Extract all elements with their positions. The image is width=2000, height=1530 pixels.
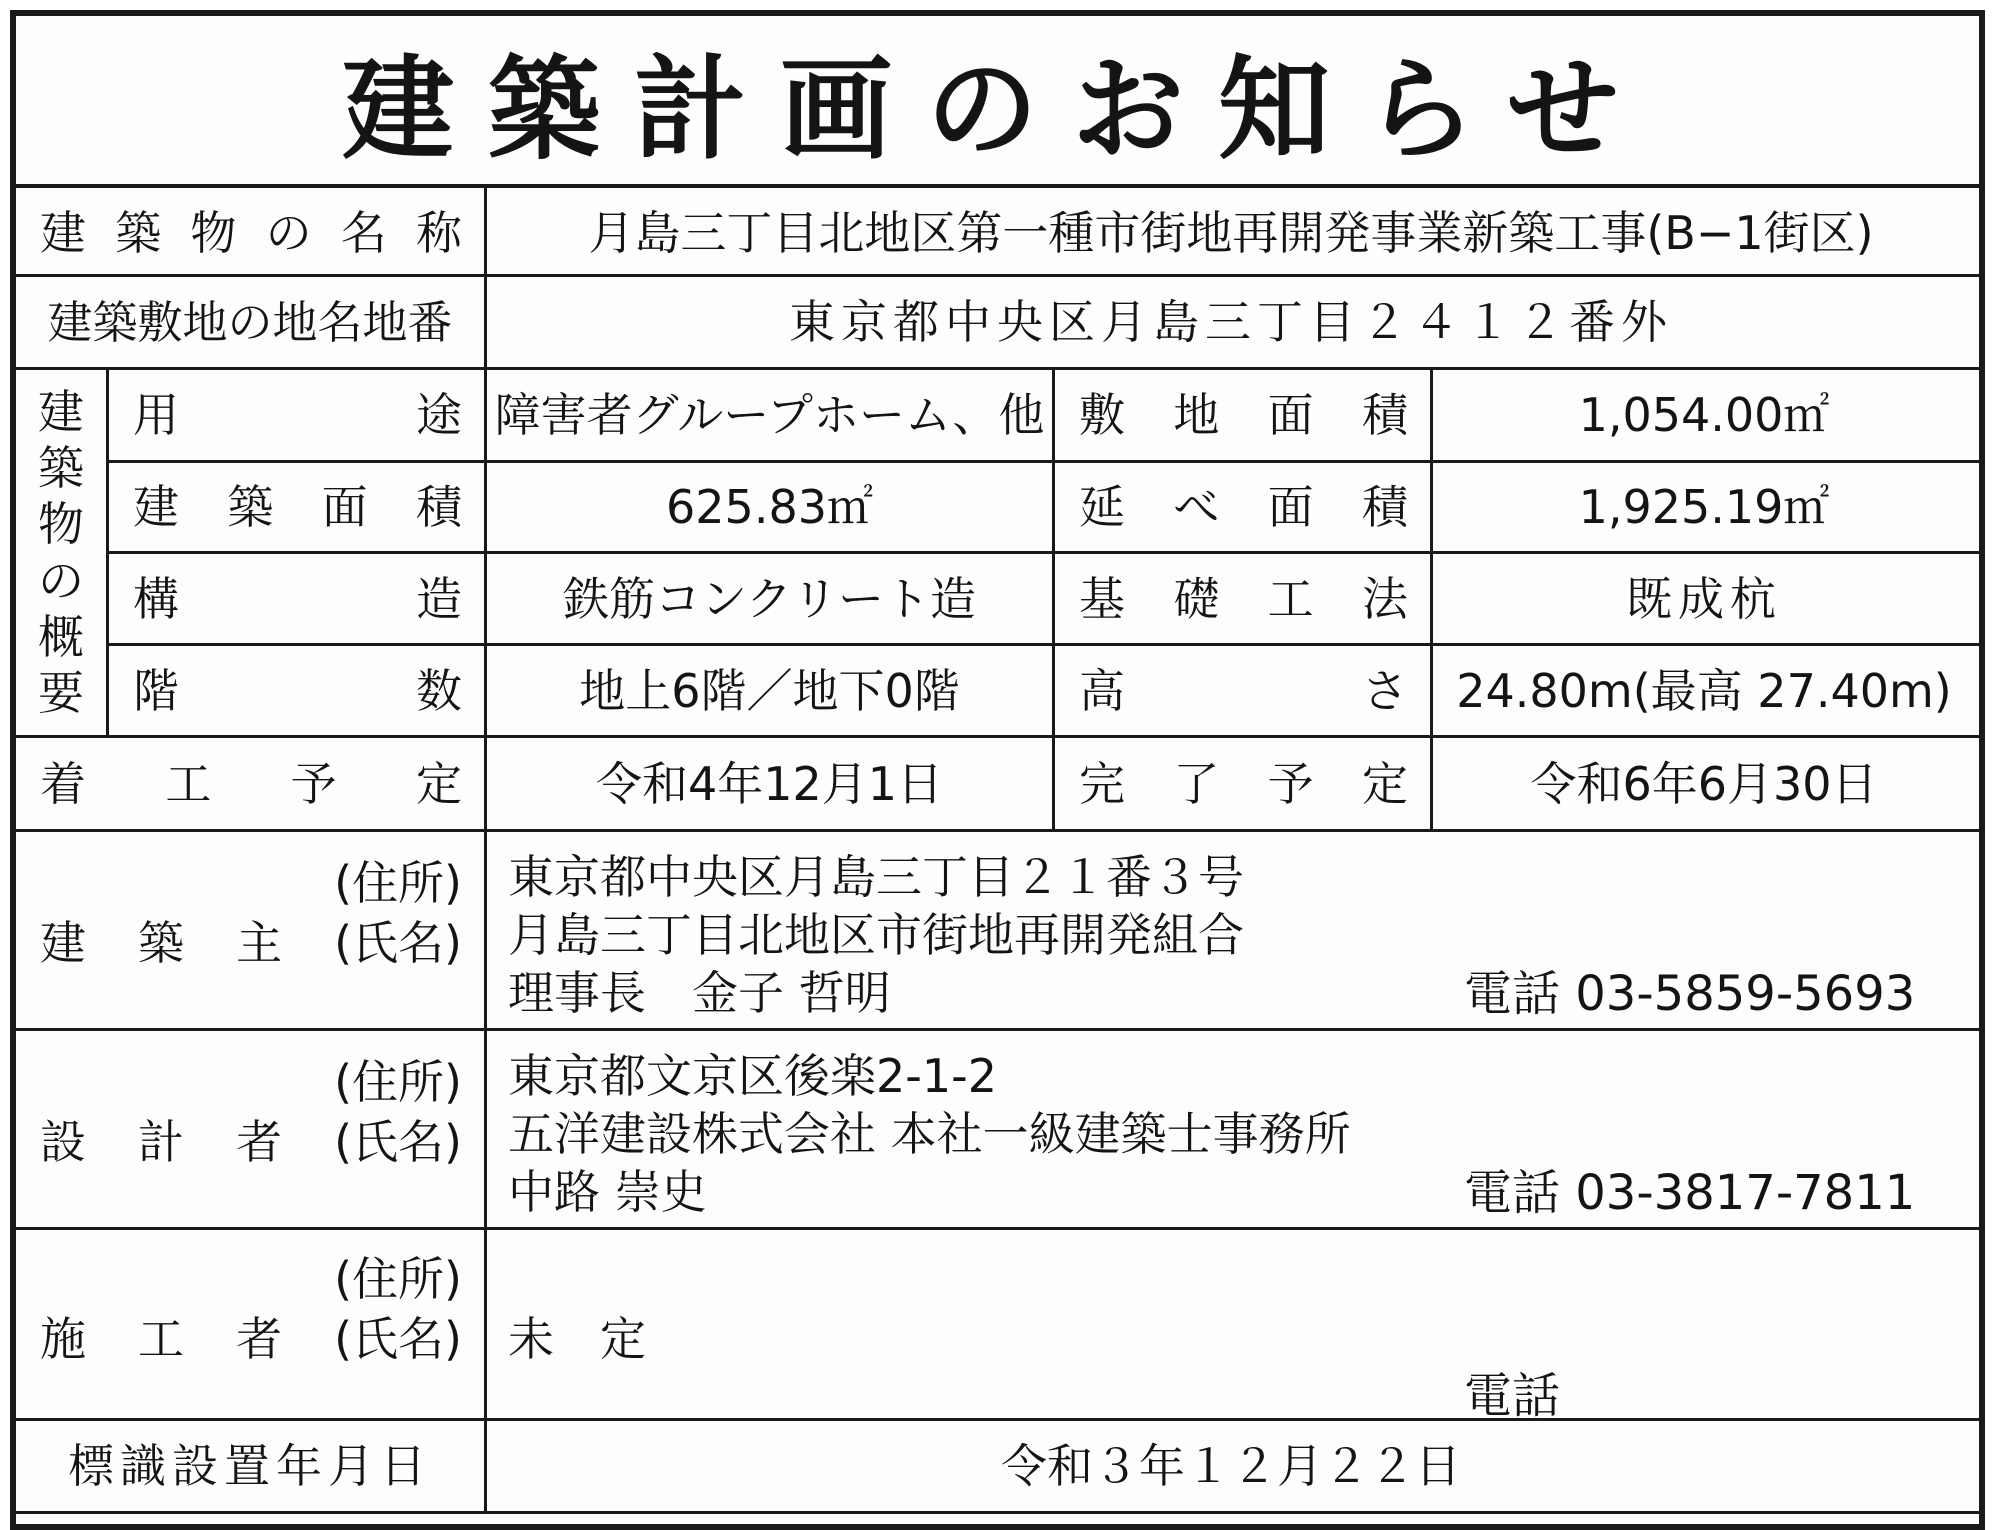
floors-value: 地上6階／地下0階 xyxy=(579,663,960,718)
page-title: 建築計画のお知らせ xyxy=(16,16,1979,188)
building-area-label: 建 築 面 積 xyxy=(133,480,462,534)
posted-date-label: 標識設置年月日 xyxy=(68,1439,432,1493)
designer-phone: 電話 03-3817-7811 xyxy=(1464,1165,1916,1221)
structure-label: 構 造 xyxy=(133,571,462,626)
site-address-label: 建築敷地の地名地番 xyxy=(47,295,453,349)
owner-representative: 理事長 金子 哲明 xyxy=(508,966,891,1020)
address-tag: (住所) xyxy=(334,1055,462,1109)
building-name-value: 月島三丁目北地区第一種市街地再開発事業新築工事(B−1街区) xyxy=(588,205,1874,260)
use-label: 用 途 xyxy=(133,388,462,442)
address-tag: (住所) xyxy=(334,856,462,910)
height-value: 24.80m(最高 27.40m) xyxy=(1456,663,1952,718)
total-floor-area-value: 1,925.19㎡ xyxy=(1578,480,1830,534)
foundation-value: 既成杭 xyxy=(1626,571,1782,626)
structure-value: 鉄筋コンクリート造 xyxy=(562,571,977,626)
overview-label: 建 築 物 の 概 要 xyxy=(38,385,84,720)
use-value: 障害者グループホーム、他 xyxy=(494,388,1045,442)
posted-date-value: 令和３年１２月２２日 xyxy=(1001,1439,1461,1493)
height-label: 高 さ xyxy=(1079,663,1408,718)
divider xyxy=(16,1511,1979,1514)
designer-address: 東京都文京区後楽2-1-2 xyxy=(508,1049,997,1103)
building-name-label: 建 築 物 の 名 称 xyxy=(40,205,462,260)
designer-name: 中路 崇史 xyxy=(508,1165,707,1219)
total-floor-area-label: 延 べ 面 積 xyxy=(1079,480,1408,534)
site-area-value: 1,054.00㎡ xyxy=(1578,388,1830,442)
contractor-label: (住所) 施 工 者 (氏名) xyxy=(40,1252,462,1366)
owner-address: 東京都中央区月島三丁目２１番３号 xyxy=(508,850,1244,904)
start-date-label: 着 工 予 定 xyxy=(40,756,462,811)
address-tag: (住所) xyxy=(334,1252,462,1306)
owner-organization: 月島三丁目北地区市街地再開発組合 xyxy=(508,908,1244,962)
floors-label: 階 数 xyxy=(133,663,462,718)
owner-label: (住所) 建 築 主 (氏名) xyxy=(40,856,462,970)
designer-label: (住所) 設 計 者 (氏名) xyxy=(40,1055,462,1169)
designer-firm: 五洋建設株式会社 本社一級建築士事務所 xyxy=(508,1107,1351,1161)
owner-phone: 電話 03-5859-5693 xyxy=(1464,966,1916,1022)
contractor-value: 未 定 xyxy=(508,1312,646,1366)
end-date-label: 完 了 予 定 xyxy=(1079,756,1408,811)
start-date-value: 令和4年12月1日 xyxy=(595,756,944,811)
end-date-value: 令和6年6月30日 xyxy=(1530,756,1878,811)
building-area-value: 625.83㎡ xyxy=(666,480,873,534)
foundation-label: 基 礎 工 法 xyxy=(1079,571,1408,626)
contractor-phone: 電話 xyxy=(1464,1368,1561,1424)
site-address-value: 東京都中央区月島三丁目２４１２番外 xyxy=(789,295,1673,349)
site-area-label: 敷 地 面 積 xyxy=(1079,388,1408,442)
notice-board xyxy=(10,10,1985,1530)
